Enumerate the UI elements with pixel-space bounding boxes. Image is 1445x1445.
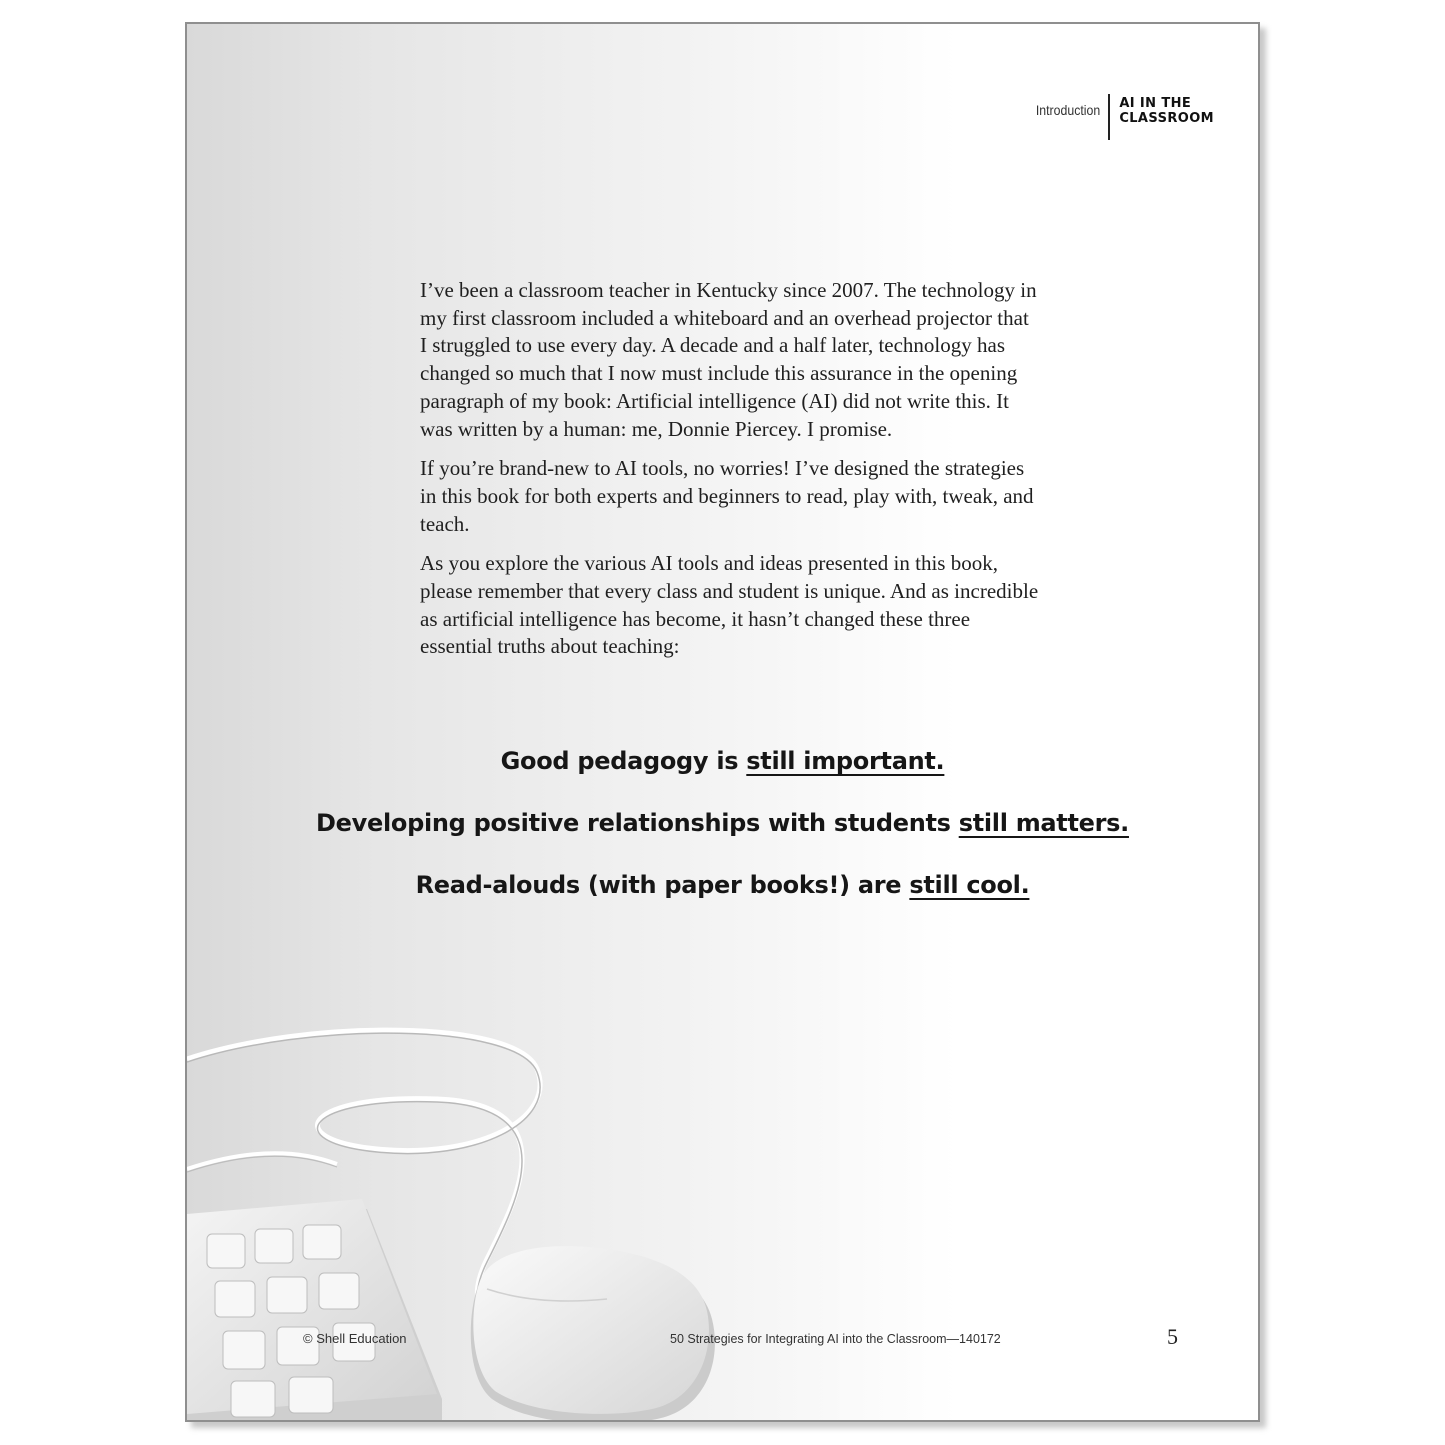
section-label: Introduction [1036,102,1101,118]
series-title-line-2: CLASSROOM [1119,111,1214,126]
body-text [420,277,1040,673]
page-header [1026,94,1214,140]
truth-1-highlight: still important. [746,747,945,775]
keyboard-mouse-photo [187,999,1260,1422]
truth-1-text: Good pedagogy is [500,747,747,775]
book-page [185,22,1260,1422]
book-title-footer: 50 Strategies for Integrating AI into the Classroom—140172 [670,1332,1001,1346]
series-title-line-1: AI IN THE [1119,96,1192,111]
truth-3-highlight: still cool. [909,871,1030,899]
truth-2-text: Developing positive relationships with students [316,809,959,837]
series-title [1110,94,1214,140]
truth-2 [187,808,1258,838]
truth-3-text: Read-alouds (with paper books!) are [415,871,910,899]
truth-1 [187,746,1258,776]
essential-truths [187,746,1258,932]
truth-2-highlight: still matters. [958,809,1129,837]
paragraph-2: If you’re brand-new to AI tools, no worries! I’ve designed the strategies in this book for both experts and beginners to read, play with, tweak, and teach. [420,456,1034,536]
paragraph-1: I’ve been a classroom teacher in Kentucky since 2007. The technology in my first classroom included a whiteboard and an overhead projector that I struggled to use every day. A decade and a half later, technology has changed so much that I now must include this assurance in the opening paragraph of my book: Artificial intelligence (AI) did not write this. It was written by a human: me, Donnie Piercey. I promise. [420,278,1037,441]
cable-2 [187,1153,337,1169]
paragraph-3: As you explore the various AI tools and ideas presented in this book, please remember that every class and student is unique. And as incredible as artificial intelligence has become, it hasn’t changed these three essential truths about teaching: [420,551,1039,659]
copyright: © Shell Education [303,1331,407,1346]
truth-3 [187,870,1258,900]
keyboard [187,1199,442,1422]
page-number: 5 [1167,1324,1178,1349]
